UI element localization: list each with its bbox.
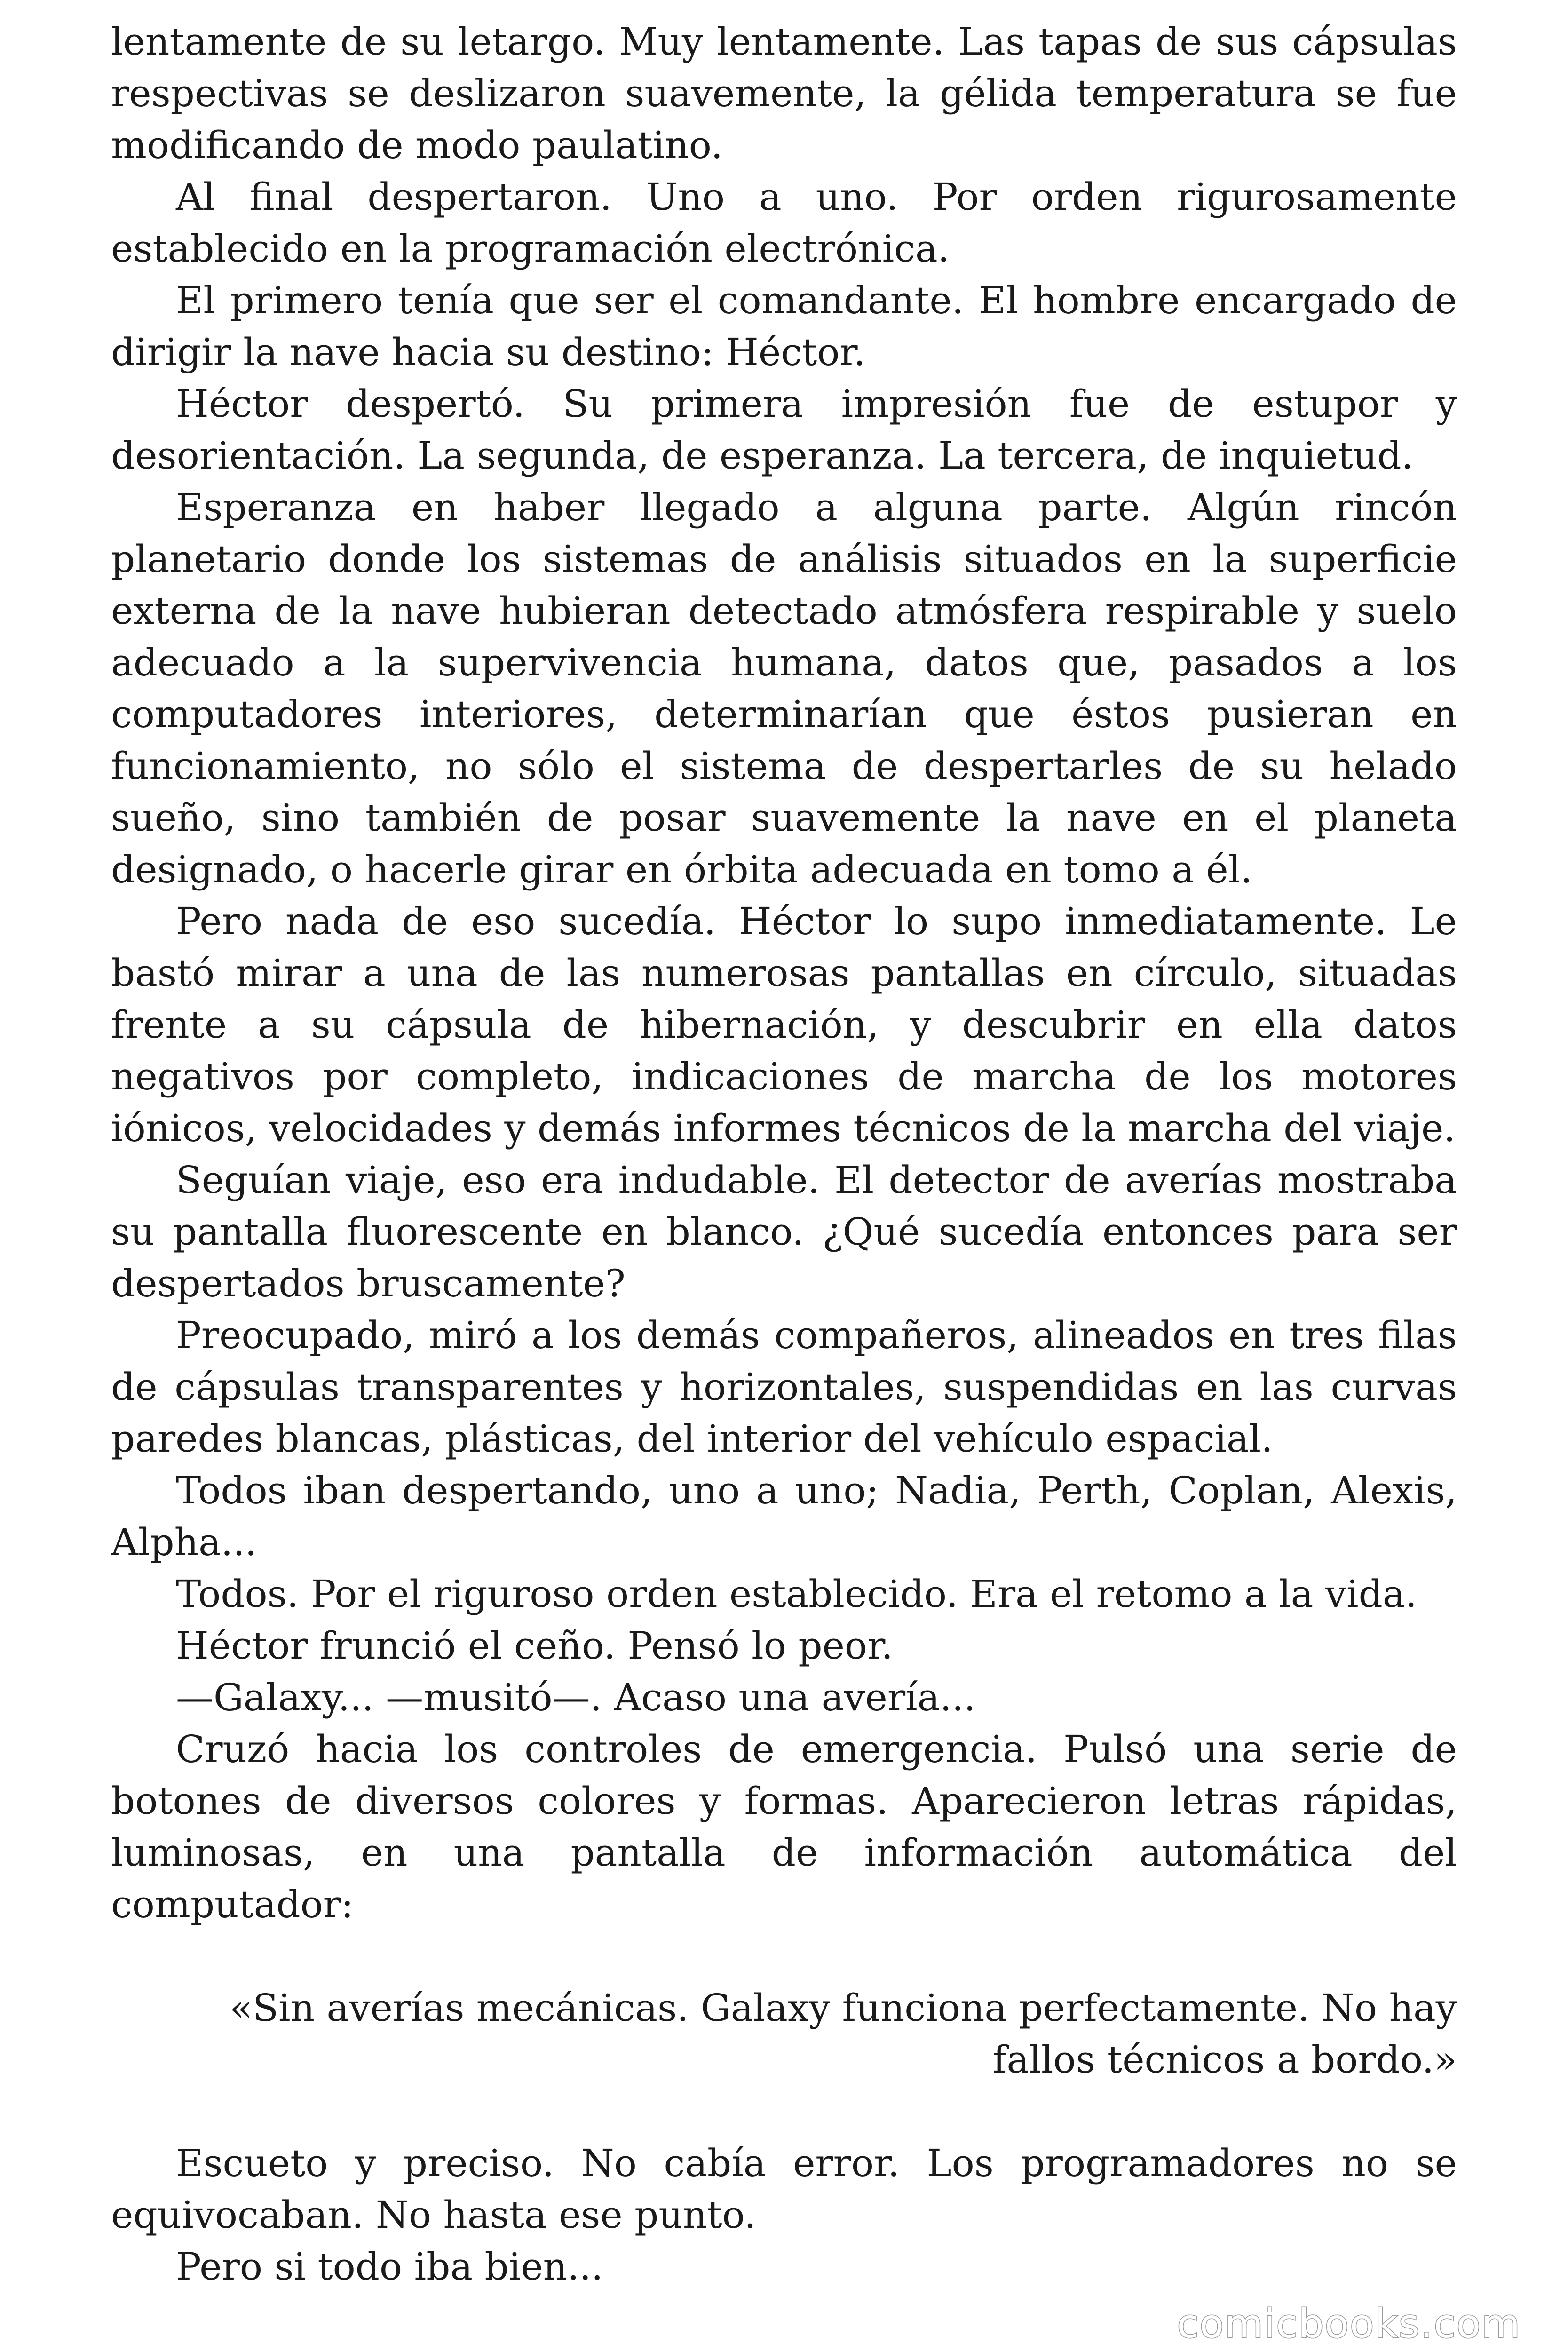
page-body-text <box>111 16 1457 2293</box>
computer-message-quote <box>111 1982 1457 2086</box>
paragraph: lentamente de su letargo. Muy lentamente. Las tapas de sus cápsulas respectivas se deslizaron suavemente, la gélida temperatura se fue modificando de modo paulatino. <box>111 20 1457 167</box>
paragraph: Pero nada de eso sucedía. Héctor lo supo inmediatamente. Le bastó mirar a una de las numerosas pantallas en círculo, situadas frente a su cápsula de hibernación, y descubrir en ella datos negativos por completo, indicaciones de marcha de los motores iónicos, velocidades y demás informes técnicos de la marcha del viaje. <box>111 899 1457 1150</box>
paragraph: Héctor frunció el ceño. Pensó lo peor. <box>176 1624 893 1668</box>
paragraph: —Galaxy... —musitó—. Acaso una avería... <box>176 1676 976 1719</box>
paragraph: Preocupado, miró a los demás compañeros, alineados en tres filas de cápsulas transparentes y horizontales, suspendidas en las curvas paredes blancas, plásticas, del interior del vehículo espacial. <box>111 1313 1457 1461</box>
paragraph: Héctor despertó. Su primera impresión fue de estupor y desorientación. La segunda, de esperanza. La tercera, de inquietud. <box>111 382 1457 477</box>
paragraph: Pero si todo iba bien... <box>176 2245 603 2288</box>
paragraph: Esperanza en haber llegado a alguna parte. Algún rincón planetario donde los sistemas de análisis situados en la superficie externa de la nave hubieran detectado atmósfera respirable y suelo adecuado a la supervivencia humana, datos que, pasados a los computadores interiores, determinarían que éstos pusieran en funcionamiento, no sólo el sistema de despertarles de su helado sueño, sino también de posar suavemente la nave en el planeta designado, o hacerle girar en órbita adecuada en tomo a él. <box>111 485 1457 891</box>
paragraph: El primero tenía que ser el comandante. El hombre encargado de dirigir la nave hacia su destino: Héctor. <box>111 278 1457 374</box>
paragraph: Escueto y preciso. No cabía error. Los programadores no se equivocaban. No hasta ese punto. <box>111 2141 1457 2237</box>
paragraph: Seguían viaje, eso era indudable. El detector de averías mostraba su pantalla fluorescente en blanco. ¿Qué sucedía entonces para ser despertados bruscamente? <box>111 1158 1457 1305</box>
quote-line: «Sin averías mecánicas. Galaxy funciona perfectamente. No hay <box>230 1986 1457 2030</box>
paragraph: Todos. Por el riguroso orden establecido. Era el retomo a la vida. <box>176 1572 1417 1616</box>
quote-line: fallos técnicos a bordo.» <box>992 2038 1457 2082</box>
paragraph: Cruzó hacia los controles de emergencia. Pulsó una serie de botones de diversos colores y formas. Aparecieron letras rápidas, luminosas, en una pantalla de información automática del computador: <box>111 1727 1457 1926</box>
paragraph: Todos iban despertando, uno a uno; Nadia, Perth, Coplan, Alexis, Alpha... <box>111 1469 1457 1564</box>
paragraph: Al final despertaron. Uno a uno. Por orden rigurosamente establecido en la programación electrónica. <box>111 175 1457 270</box>
watermark: comicbooks.com <box>1177 2301 1521 2347</box>
